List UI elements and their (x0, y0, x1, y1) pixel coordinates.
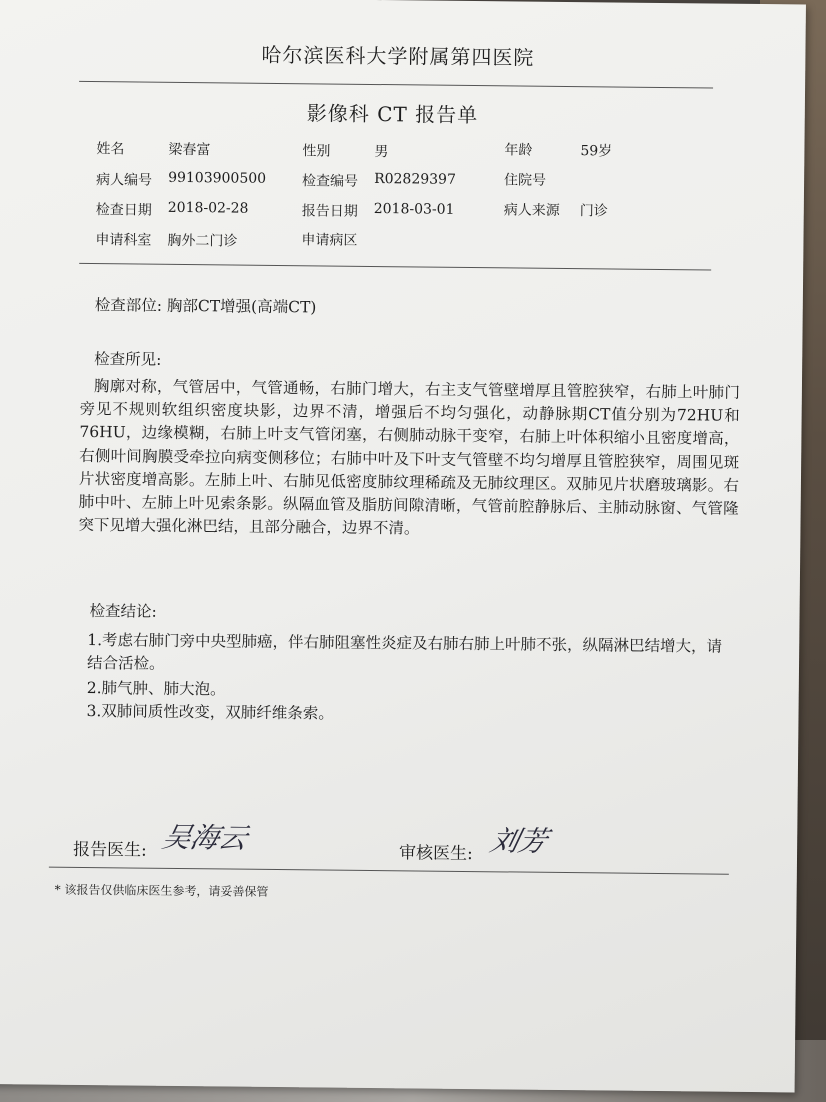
name-label: 姓名 (96, 141, 125, 158)
reporter-signature: 吴海云 (159, 820, 251, 855)
ward-label: 申请病区 (301, 232, 358, 249)
reviewer-label: 审核医生: (398, 843, 473, 865)
conclusion-item-2: 2.肺气肿、肺大泡。 (86, 679, 226, 699)
conclusion-title: 检查结论: (89, 602, 157, 621)
source-label: 病人来源 (503, 202, 560, 219)
report-title: 影像科 CT 报告单 (306, 101, 479, 128)
findings-title: 检查所见: (94, 350, 162, 369)
name-value: 梁春富 (168, 141, 211, 159)
exam-date-label: 检查日期 (95, 202, 152, 219)
dept-value: 胸外二门诊 (167, 232, 238, 250)
age-label: 年龄 (504, 142, 533, 159)
inpatient-label: 住院号 (504, 172, 547, 189)
reviewer-signature: 刘芳 (487, 824, 551, 858)
report-date-value: 2018-03-01 (373, 200, 455, 218)
conclusion-item-1: 1.考虑右肺门旁中央型肺癌，伴右肺阻塞性炎症及右肺右肺上叶肺不张，纵隔淋巴结增大，请结合活检。 (86, 631, 723, 673)
header-divider (79, 81, 713, 89)
conclusion-item-3: 3.双肺间质性改变，双肺纤维条索。 (86, 702, 334, 723)
exam-date-value: 2018-02-28 (167, 199, 249, 217)
reporter-label: 报告医生: (72, 839, 147, 861)
patient-id-value: 99103900500 (168, 169, 267, 187)
findings-text: 胸廓对称，气管居中，气管通畅，右肺门增大，右主支气管壁增厚且管腔狭窄，右肺上叶肺门旁见不规则软组织密度块影，边界不清，增强后不均匀强化，动静脉期CT值分别为72HU和76HU，边缘模糊，右肺上叶支气管闭塞，右侧肺动脉干变窄，右肺上叶体积缩小且密度增高，右侧叶间胸膜受牵拉向病变侧移位；右肺中叶及下叶支气管壁不均匀增厚且管腔狭窄，周围见斑片状密度增高影。左肺上叶、右肺见低密度肺纹理稀疏及无肺纹理区。双肺见片状磨玻璃影。右肺中叶、左肺上叶见索条影。纵隔血管及脂肪间隙清晰，气管前腔静脉后、主肺动脉窗、气管隆突下见增大强化淋巴结，且部分融合，边界不清。 (78, 377, 740, 538)
sex-value: 男 (374, 143, 389, 161)
patient-id-label: 病人编号 (95, 172, 153, 189)
source-value: 门诊 (579, 203, 608, 220)
exam-no-label: 检查编号 (301, 173, 359, 190)
report-date-label: 报告日期 (301, 203, 358, 220)
hospital-name: 哈尔滨医科大学附属第四医院 (261, 42, 535, 70)
dept-label: 申请科室 (95, 232, 152, 249)
sex-label: 性别 (302, 143, 331, 160)
footer-divider (49, 867, 729, 875)
exam-site: 检查部位: 胸部CT增强(高端CT) (94, 296, 317, 317)
age-value: 59岁 (580, 143, 613, 160)
exam-no-value: R02829397 (374, 170, 456, 188)
info-divider (79, 263, 711, 271)
footnote: * 该报告仅供临床医生参考，请妥善保管 (54, 882, 269, 899)
